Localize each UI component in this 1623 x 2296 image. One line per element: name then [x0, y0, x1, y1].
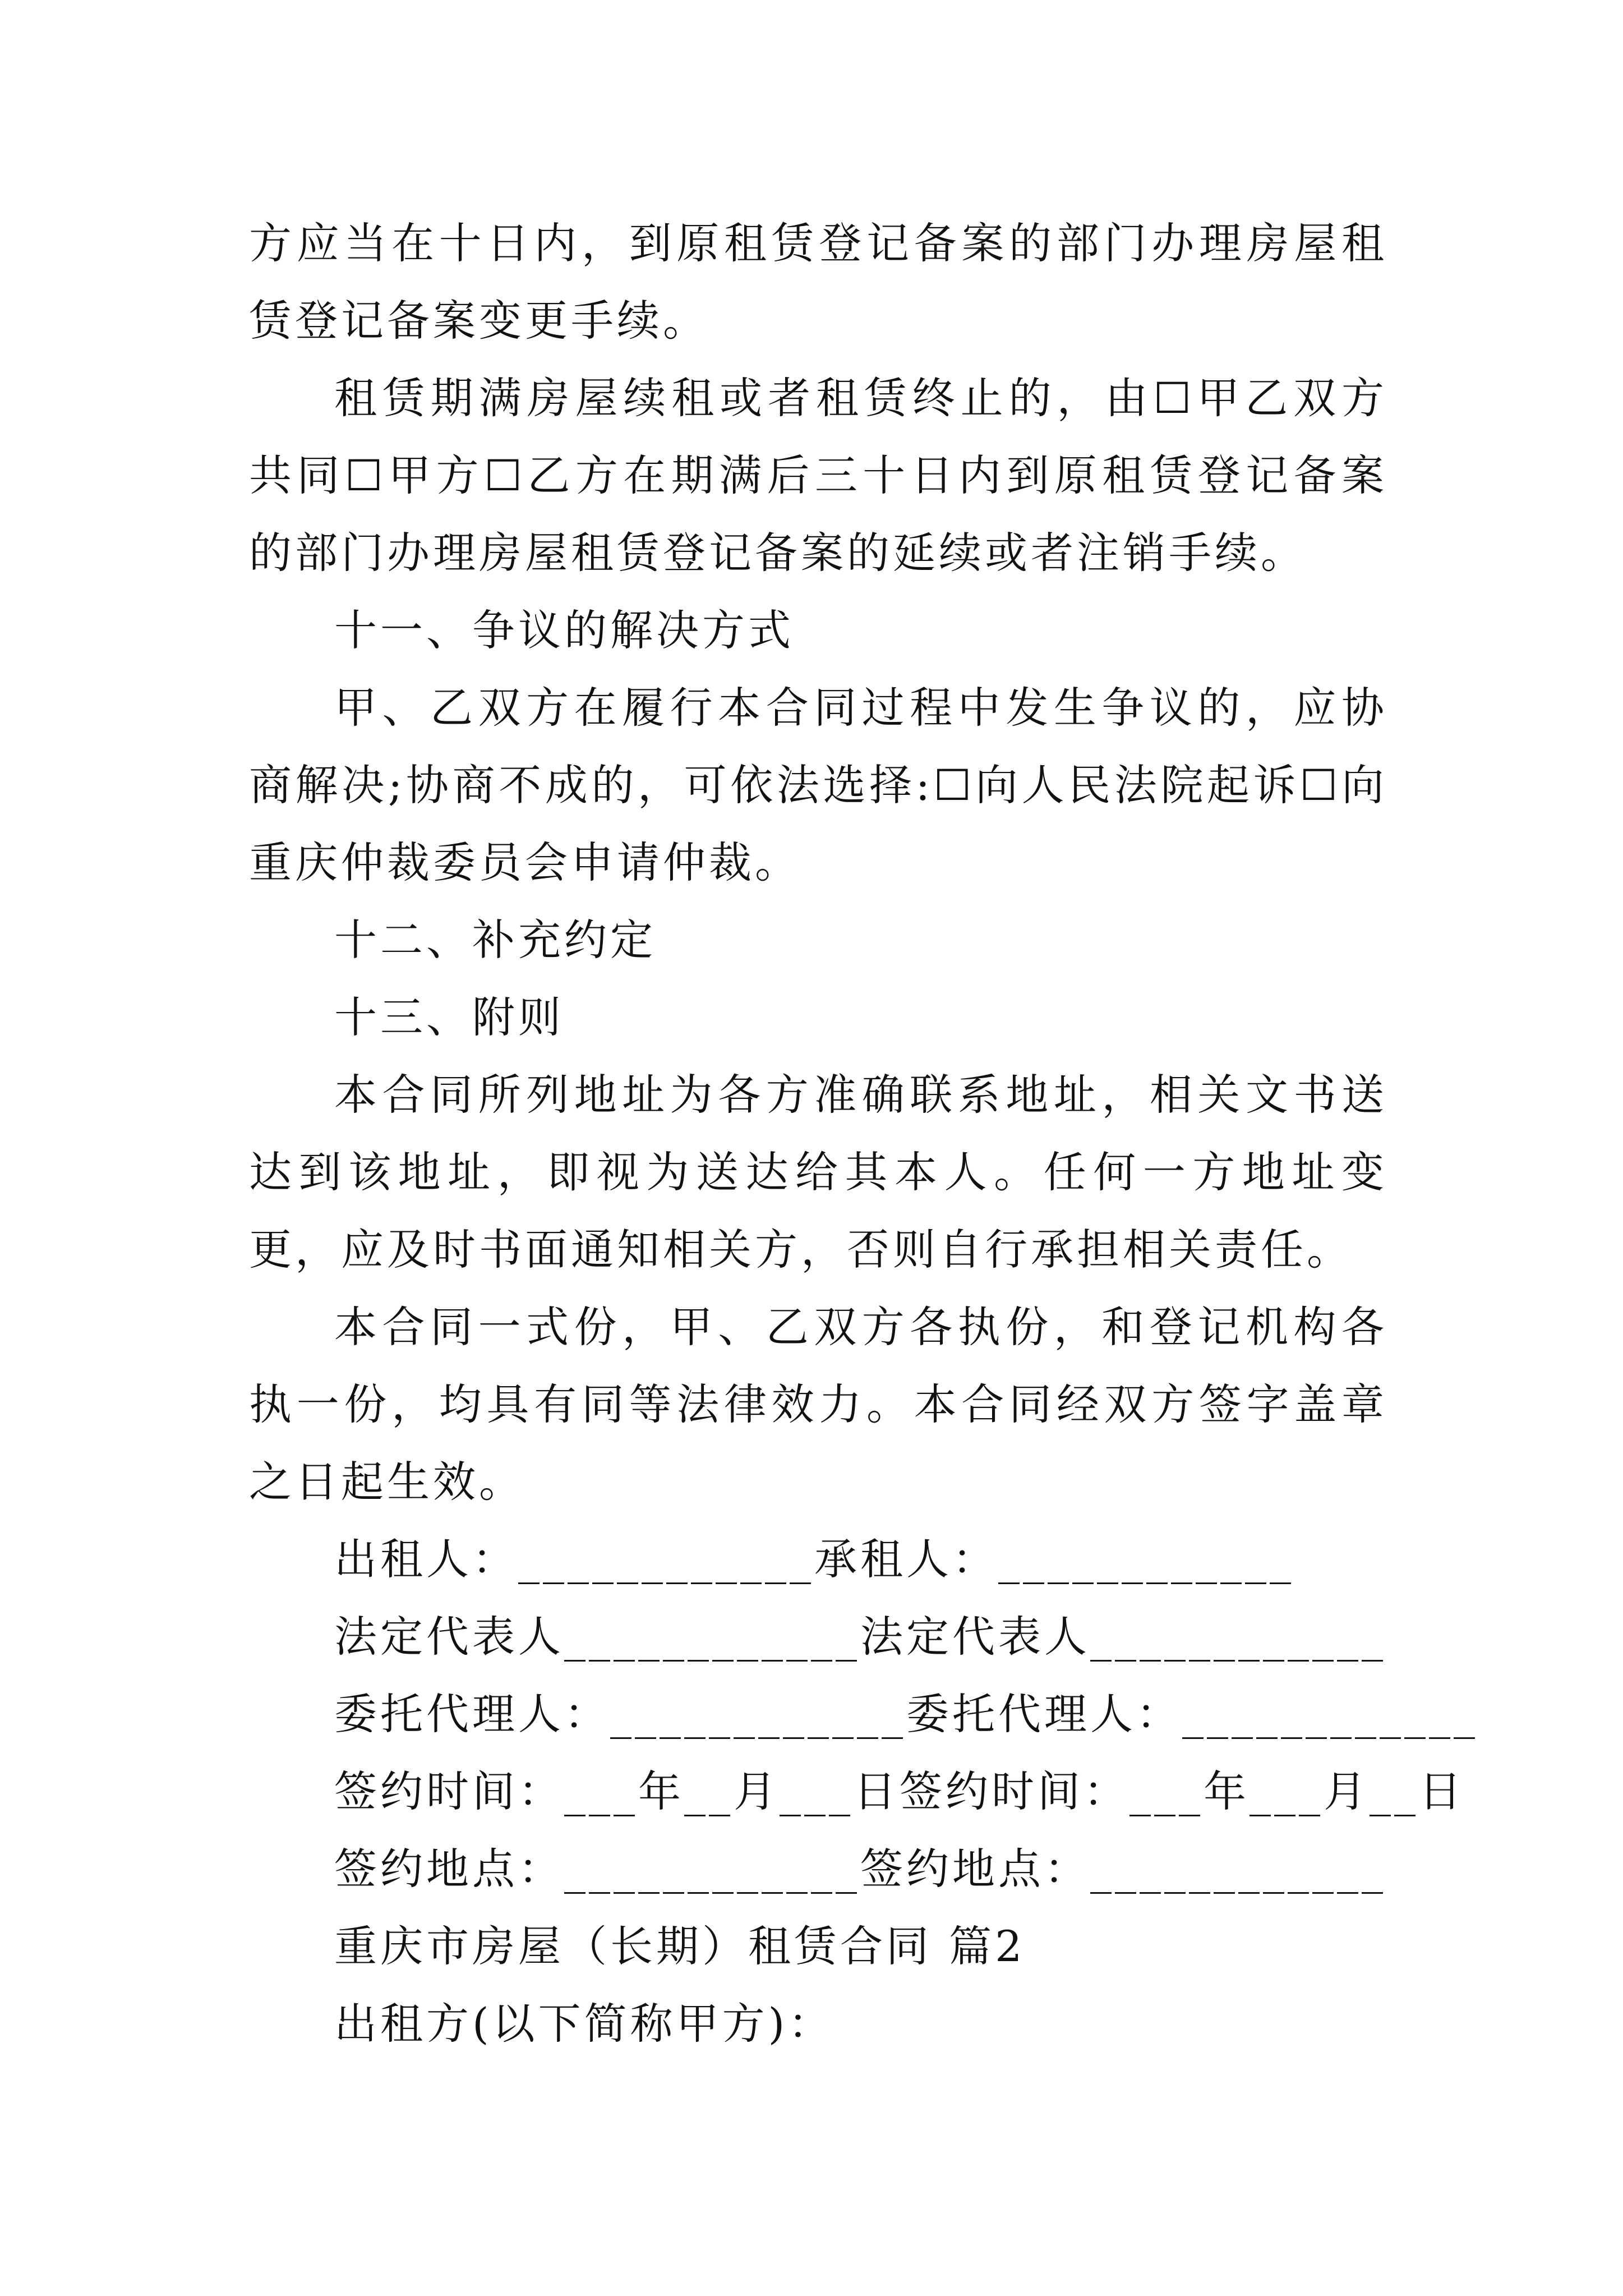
signature-line-place: 签约地点：____________签约地点：____________ [334, 1844, 1386, 1894]
signature-line-date: 签约时间：___年__月___日签约时间：___年___月__日 [334, 1766, 1465, 1816]
next-contract-first-line: 出租方(以下简称甲方)： [334, 1999, 834, 2049]
signature-line-parties: 出租人：____________承租人：____________ [334, 1534, 1294, 1584]
signature-line-legal-rep: 法定代表人____________法定代表人____________ [334, 1612, 1386, 1662]
paragraph-registration-change: 方应当在十日内，到原租赁登记备案的部门办理房屋租赁登记备案变更手续。 [249, 218, 1387, 346]
paragraph-addresses: 本合同所列地址为各方准确联系地址，相关文书送达到该地址，即视为送达给其本人。任何一方地址变更，应及时书面通知相关方，否则自行承担相关责任。 [249, 1070, 1387, 1274]
paragraph-renewal-termination: 租赁期满房屋续租或者租赁终止的，由☐甲乙双方共同☐甲方☐乙方在期满后三十日内到原租赁登记备案的部门办理房屋租赁登记备案的延续或者注销手续。 [249, 373, 1387, 578]
section-heading-13: 十三、附则 [334, 992, 564, 1042]
paragraph-copies-effect: 本合同一式份，甲、乙双方各执份，和登记机构各执一份，均具有同等法律效力。本合同经双方签字盖章之日起生效。 [249, 1302, 1387, 1507]
paragraph-dispute-resolution: 甲、乙双方在履行本合同过程中发生争议的，应协商解决;协商不成的，可依法选择:☐向人民法院起诉☐向重庆仲裁委员会申请仲裁。 [249, 683, 1387, 887]
next-contract-title: 重庆市房屋（长期）租赁合同 篇2 [334, 1921, 1026, 1971]
signature-line-agent: 委托代理人：____________委托代理人：____________ [334, 1689, 1478, 1739]
contract-body [249, 205, 1478, 2063]
section-heading-12: 十二、补充约定 [334, 915, 656, 965]
section-heading-11: 十一、争议的解决方式 [334, 605, 794, 655]
